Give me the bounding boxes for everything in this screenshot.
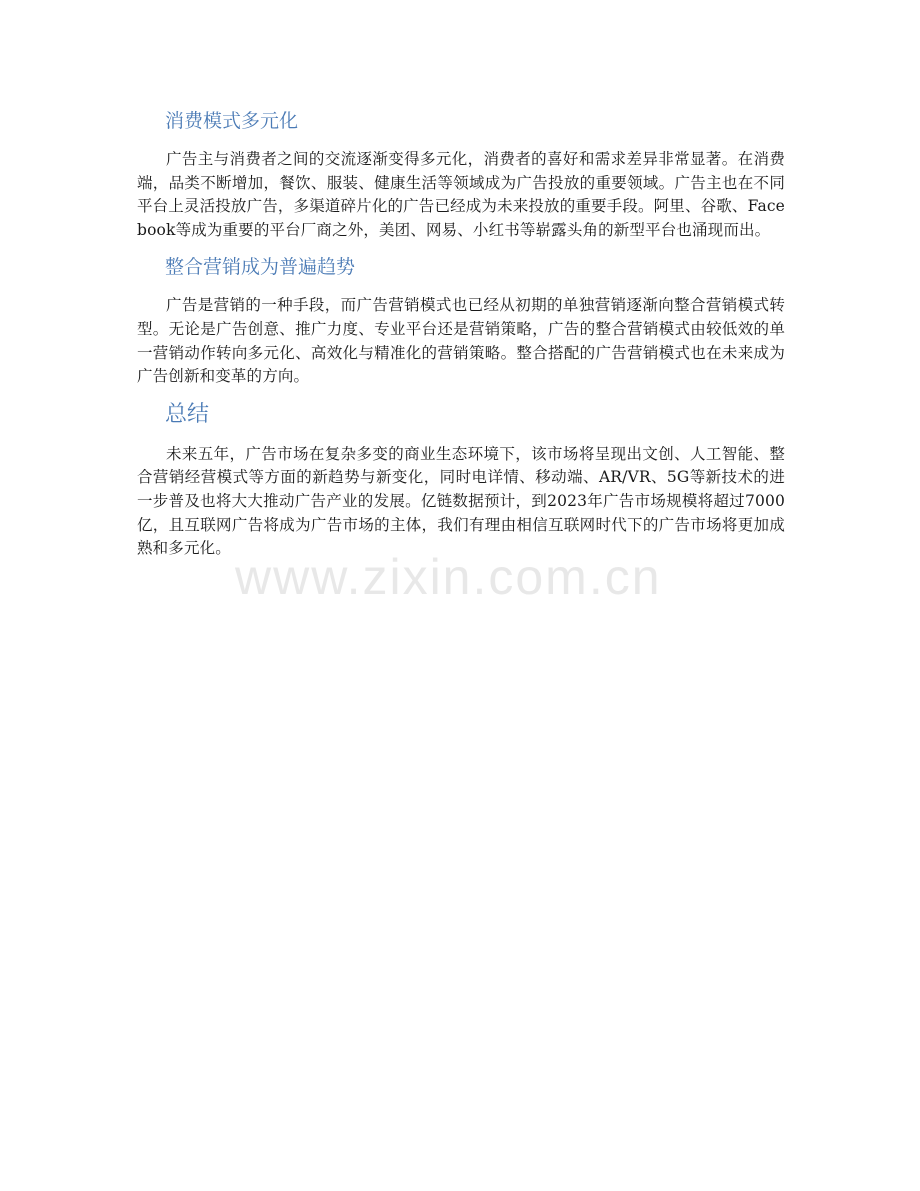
document-content [137, 104, 785, 569]
section-paragraph-integrated-marketing: 广告是营销的一种手段，而广告营销模式也已经从初期的单独营销逐渐向整合营销模式转型。无论是广告创意、推广力度、专业平台还是营销策略，广告的整合营销模式由较低效的单一营销动作转向多元化、高效化与精准化的营销策略。整合搭配的广告营销模式也在未来成为广告创新和变革的方向。 [137, 296, 785, 386]
watermark-text: www.zixin.com.cn [235, 549, 662, 605]
section-heading-consumption-mode: 消费模式多元化 [165, 110, 299, 132]
section-paragraph-consumption-mode: 广告主与消费者之间的交流逐渐变得多元化，消费者的喜好和需求差异非常显著。在消费端，品类不断增加，餐饮、服装、健康生活等领域成为广告投放的重要领域。广告主也在不同平台上灵活投放广告，多渠道碎片化的广告已经成为未来投放的重要手段。阿里、谷歌、Facebook等成为重要的平台厂商之外，美团、网易、小红书等崭露头角的新型平台也涌现而出。 [137, 150, 785, 239]
section-heading-summary: 总结 [165, 401, 210, 427]
section-paragraph-summary: 未来五年，广告市场在复杂多变的商业生态环境下，该市场将呈现出文创、人工智能、整合营销经营模式等方面的新趋势与新变化，同时电详情、移动端、AR/VR、5G等新技术的进一步普及也将大大推动广告产业的发展。亿链数据预计，到2023年广告市场规模将超过7000亿，且互联网广告将成为广告市场的主体，我们有理由相信互联网时代下的广告市场将更加成熟和多元化。 [137, 444, 785, 558]
section-heading-integrated-marketing: 整合营销成为普遍趋势 [165, 256, 356, 279]
